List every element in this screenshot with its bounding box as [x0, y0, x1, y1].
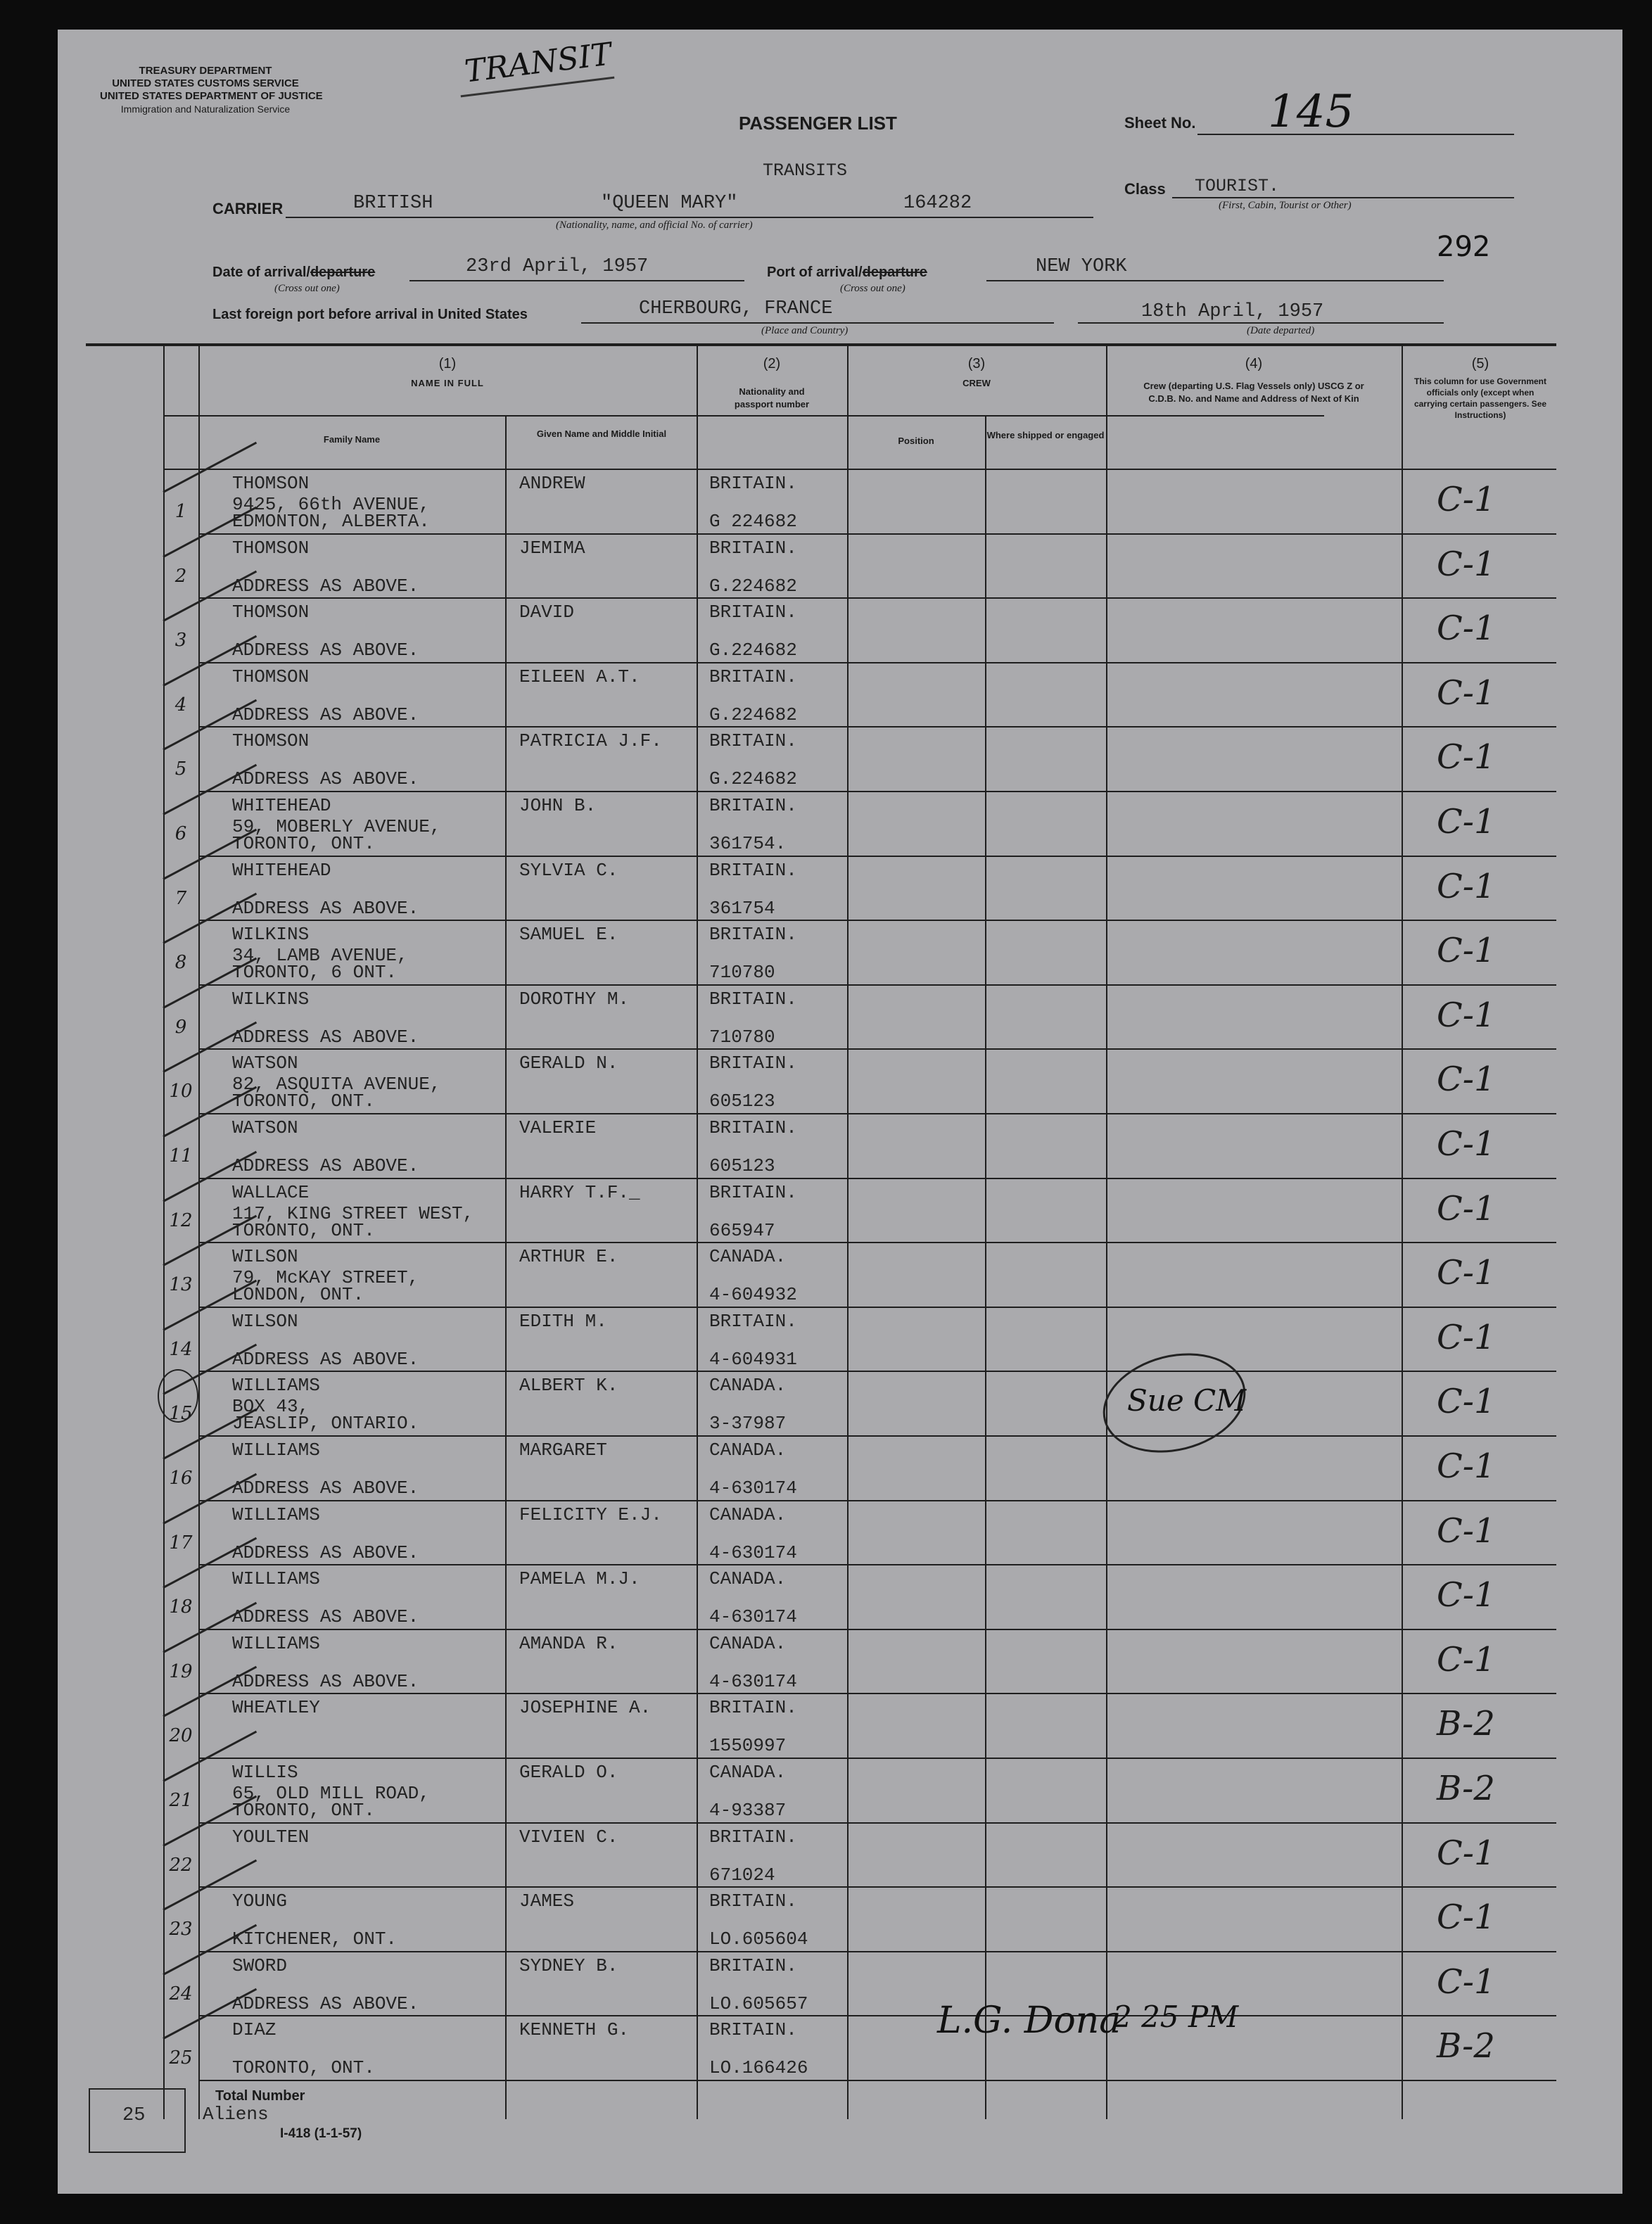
- row-number: 23: [169, 1919, 193, 1940]
- nationality: BRITAIN.: [709, 602, 797, 623]
- transit-handwritten: TRANSIT: [462, 36, 614, 90]
- given-name: VALERIE: [519, 1117, 597, 1138]
- table-row: [58, 599, 1622, 663]
- nationality: BRITAIN.: [709, 730, 797, 752]
- row-number: 13: [169, 1274, 193, 1296]
- given-name: MARGARET: [519, 1440, 607, 1461]
- nationality: BRITAIN.: [709, 666, 797, 687]
- given-name: DAVID: [519, 602, 575, 623]
- address-line-2: JEASLIP, ONTARIO.: [232, 1413, 419, 1435]
- table-row: [58, 1501, 1622, 1566]
- nationality: BRITAIN.: [709, 1891, 797, 1912]
- row-number: 22: [169, 1854, 193, 1876]
- carrier-name: "QUEEN MARY": [601, 193, 738, 214]
- port-underline: [986, 280, 1444, 281]
- family-name: THOMSON: [232, 666, 310, 687]
- address-line-1: 117, KING STREET WEST,: [232, 1202, 474, 1224]
- family-name: THOMSON: [232, 537, 310, 559]
- status-code: B-2: [1437, 2026, 1495, 2066]
- given-name: GERALD O.: [519, 1762, 618, 1783]
- given-name: JOHN B.: [519, 795, 597, 816]
- address-line-2: ADDRESS AS ABOVE.: [232, 1478, 419, 1499]
- departed-note: (Date departed): [1247, 325, 1315, 336]
- family-name: WILKINS: [232, 988, 310, 1010]
- status-code: C-1: [1437, 480, 1496, 519]
- status-code: C-1: [1437, 609, 1496, 649]
- row-rule: [198, 2080, 1556, 2081]
- passport-number: G.224682: [709, 768, 797, 790]
- address-line-2: EDMONTON, ALBERTA.: [232, 511, 430, 532]
- form-number: I-418 (1-1-57): [280, 2126, 362, 2141]
- address-line-2: ADDRESS AS ABOVE.: [232, 640, 419, 661]
- table-row: [58, 1243, 1622, 1308]
- given-name: ANDREW: [519, 473, 585, 494]
- address-line-2: ADDRESS AS ABOVE.: [232, 1993, 419, 2014]
- address-line-1: BOX 43,: [232, 1396, 310, 1418]
- class-value: TOURIST.: [1195, 176, 1280, 196]
- given-name: GERALD N.: [519, 1053, 618, 1074]
- family-name: WHITEHEAD: [232, 859, 331, 881]
- address-line-2: ADDRESS AS ABOVE.: [232, 897, 419, 919]
- passport-number: 361754: [709, 897, 775, 919]
- table-row: [58, 1114, 1622, 1179]
- family-name: WILLIAMS: [232, 1568, 320, 1590]
- family-name: WHITEHEAD: [232, 795, 331, 816]
- passport-number: 605123: [709, 1155, 775, 1176]
- officer-signature: L.G. Dona: [937, 2000, 1122, 2042]
- passport-number: 671024: [709, 1864, 775, 1886]
- status-code: C-1: [1437, 1124, 1496, 1164]
- nationality: BRITAIN.: [709, 1117, 797, 1138]
- address-line-2: ADDRESS AS ABOVE.: [232, 1670, 419, 1692]
- row-number: 11: [169, 1145, 193, 1167]
- table-row: [58, 1050, 1622, 1114]
- row-number: 20: [169, 1725, 193, 1747]
- col4-header: (4) Crew (departing U.S. Flag Vessels only) USCG Z or C.D.B. No. and Name and Address of Next of Kin: [1143, 356, 1364, 404]
- nationality: BRITAIN.: [709, 537, 797, 559]
- nationality: CANADA.: [709, 1246, 787, 1268]
- status-code: C-1: [1437, 544, 1496, 584]
- status-code: C-1: [1437, 1962, 1496, 2002]
- row-number: 8: [174, 952, 187, 974]
- sheet-number: 145: [1268, 86, 1354, 138]
- family-name: WATSON: [232, 1053, 298, 1074]
- status-code: C-1: [1437, 1188, 1496, 1228]
- agency-line-1: TREASURY DEPARTMENT: [139, 65, 272, 77]
- nationality: BRITAIN.: [709, 924, 797, 946]
- family-name: WILLIAMS: [232, 1504, 320, 1525]
- carrier-underline: [286, 217, 1093, 218]
- address-line-2: ADDRESS AS ABOVE.: [232, 1348, 419, 1370]
- class-underline: [1172, 197, 1514, 198]
- address-line-2: TORONTO, ONT.: [232, 2057, 375, 2079]
- family-name: WATSON: [232, 1117, 298, 1138]
- aliens-label: Aliens: [203, 2104, 269, 2125]
- table-row: [58, 2016, 1622, 2081]
- col5-header: (5) This column for use Government officials only (except when carrying certain passengers. See Instructions): [1413, 356, 1547, 420]
- nationality: BRITAIN.: [709, 1697, 797, 1719]
- given-name: JOSEPHINE A.: [519, 1697, 652, 1719]
- status-code: C-1: [1437, 1639, 1496, 1679]
- row-number: 6: [174, 823, 187, 844]
- nationality: BRITAIN.: [709, 2019, 797, 2041]
- port-label: Port of arrival/departure: [767, 265, 927, 280]
- row-number: 15: [169, 1403, 193, 1425]
- table-row: [58, 1179, 1622, 1244]
- nationality: CANADA.: [709, 1504, 787, 1525]
- passport-number: 4-630174: [709, 1670, 797, 1692]
- given-name-header: Given Name and Middle Initial: [536, 428, 667, 439]
- status-code: C-1: [1437, 1317, 1496, 1357]
- table-row: [58, 857, 1622, 922]
- row-number: 25: [169, 2047, 193, 2069]
- family-name: WHEATLEY: [232, 1697, 320, 1719]
- nationality: BRITAIN.: [709, 1181, 797, 1203]
- passport-number: LO.166426: [709, 2057, 808, 2079]
- row-number: 14: [169, 1338, 193, 1360]
- given-name: PAMELA M.J.: [519, 1568, 640, 1590]
- table-row: [58, 727, 1622, 792]
- address-line-2: TORONTO, ONT.: [232, 1219, 375, 1241]
- family-name-header: Family Name: [323, 434, 381, 445]
- agency-block: [100, 65, 323, 115]
- address-line-2: TORONTO, 6 ONT.: [232, 962, 398, 984]
- address-line-1: 59, MOBERLY AVENUE,: [232, 816, 441, 837]
- status-code: C-1: [1437, 1833, 1496, 1873]
- table-row: [58, 1952, 1622, 2017]
- where-shipped-header: Where shipped or engaged: [986, 430, 1105, 440]
- status-code: C-1: [1437, 1060, 1496, 1100]
- lastport-note: (Place and Country): [761, 325, 849, 336]
- sheet-label: Sheet No.: [1124, 114, 1196, 132]
- status-code: C-1: [1437, 866, 1496, 906]
- passport-number: 4-630174: [709, 1606, 797, 1628]
- nationality: BRITAIN.: [709, 859, 797, 881]
- status-code: C-1: [1437, 995, 1496, 1035]
- nationality: CANADA.: [709, 1568, 787, 1590]
- passport-number: 4-93387: [709, 1800, 787, 1821]
- lastport-label: Last foreign port before arrival in United States: [212, 307, 528, 322]
- sheet-underline: [1197, 134, 1514, 135]
- passport-number: 1550997: [709, 1735, 787, 1757]
- passport-number: G.224682: [709, 575, 797, 597]
- address-line-2: TORONTO, ONT.: [232, 1800, 375, 1821]
- family-name: YOULTEN: [232, 1826, 310, 1848]
- departed-date: 18th April, 1957: [1141, 301, 1324, 322]
- passport-number: 3-37987: [709, 1413, 787, 1435]
- family-name: THOMSON: [232, 730, 310, 752]
- inspection-stamp-text: Sue CM: [1127, 1383, 1247, 1418]
- given-name: SYLVIA C.: [519, 859, 618, 881]
- table-row: [58, 663, 1622, 728]
- status-code: C-1: [1437, 1511, 1496, 1551]
- given-name: VIVIEN C.: [519, 1826, 618, 1848]
- nationality: BRITAIN.: [709, 988, 797, 1010]
- departed-underline: [1078, 322, 1444, 324]
- status-code: C-1: [1437, 802, 1496, 841]
- address-line-2: ADDRESS AS ABOVE.: [232, 1606, 419, 1628]
- address-line-1: 82, ASQUITA AVENUE,: [232, 1074, 441, 1095]
- family-name: WILSON: [232, 1246, 298, 1268]
- col3-header: (3) CREW: [962, 356, 991, 388]
- passport-number: G 224682: [709, 511, 797, 532]
- passport-number: 710780: [709, 962, 775, 984]
- passport-number: 361754.: [709, 833, 787, 854]
- port-cross-note: (Cross out one): [840, 283, 906, 294]
- carrier-nationality: BRITISH: [353, 193, 433, 214]
- status-code: C-1: [1437, 673, 1496, 713]
- nationality: BRITAIN.: [709, 473, 797, 494]
- address-line-2: ADDRESS AS ABOVE.: [232, 575, 419, 597]
- given-name: KENNETH G.: [519, 2019, 630, 2041]
- family-name: DIAZ: [232, 2019, 277, 2041]
- given-name: ARTHUR E.: [519, 1246, 618, 1268]
- status-code: C-1: [1437, 931, 1496, 971]
- passenger-list-sheet: [58, 30, 1622, 2194]
- family-name: WILLIAMS: [232, 1375, 320, 1397]
- address-line-1: 65, OLD MILL ROAD,: [232, 1783, 430, 1804]
- status-code: C-1: [1437, 1382, 1496, 1422]
- table-row: [58, 1437, 1622, 1501]
- passport-number: 4-604931: [709, 1348, 797, 1370]
- row-number: 10: [169, 1081, 193, 1103]
- table-row: [58, 1824, 1622, 1888]
- row-number: 17: [169, 1532, 193, 1553]
- carrier-official-no: 164282: [903, 193, 972, 214]
- given-name: ALBERT K.: [519, 1375, 618, 1397]
- passport-number: LO.605657: [709, 1993, 808, 2014]
- passport-number: G.224682: [709, 640, 797, 661]
- table-row: [58, 792, 1622, 857]
- given-name: SAMUEL E.: [519, 924, 618, 946]
- arrival-date: 23rd April, 1957: [466, 256, 649, 277]
- status-code: C-1: [1437, 1575, 1496, 1615]
- status-code: C-1: [1437, 1447, 1496, 1486]
- port-value: NEW YORK: [1036, 256, 1127, 277]
- given-name: EDITH M.: [519, 1310, 607, 1332]
- lastport-value: CHERBOURG, FRANCE: [639, 298, 833, 319]
- address-line-2: ADDRESS AS ABOVE.: [232, 1155, 419, 1176]
- form-title: PASSENGER LIST: [739, 113, 897, 134]
- row-number: 1: [174, 501, 187, 522]
- address-line-2: KITCHENER, ONT.: [232, 1928, 398, 1950]
- table-top-rule: [86, 343, 1556, 346]
- status-code: C-1: [1437, 1898, 1496, 1938]
- nationality: BRITAIN.: [709, 1955, 797, 1976]
- table-row: [58, 986, 1622, 1050]
- address-line-1: 9425, 66th AVENUE,: [232, 494, 430, 515]
- time-annotation: 2 25 PM: [1113, 2000, 1239, 2034]
- address-line-2: ADDRESS AS ABOVE.: [232, 768, 419, 790]
- total-label: Total Number: [215, 2088, 305, 2104]
- total-value: 25: [122, 2105, 146, 2126]
- row-number: 5: [174, 758, 187, 780]
- table-subheader-rule: [163, 415, 1324, 417]
- nationality: BRITAIN.: [709, 1310, 797, 1332]
- nationality: CANADA.: [709, 1440, 787, 1461]
- table-row: [58, 1308, 1622, 1373]
- nationality: BRITAIN.: [709, 1826, 797, 1848]
- col2-header: (2) Nationality and passport number: [734, 356, 810, 409]
- status-code: C-1: [1437, 1253, 1496, 1293]
- arrival-label: Date of arrival/departure: [212, 265, 376, 280]
- family-name: THOMSON: [232, 602, 310, 623]
- address-line-2: ADDRESS AS ABOVE.: [232, 1026, 419, 1048]
- nationality: CANADA.: [709, 1375, 787, 1397]
- address-line-1: 79, McKAY STREET,: [232, 1267, 419, 1289]
- address-line-2: TORONTO, ONT.: [232, 833, 375, 854]
- address-line-2: ADDRESS AS ABOVE.: [232, 704, 419, 725]
- given-name: PATRICIA J.F.: [519, 730, 662, 752]
- passport-number: 4-630174: [709, 1478, 797, 1499]
- nationality: CANADA.: [709, 1632, 787, 1654]
- nationality: BRITAIN.: [709, 1053, 797, 1074]
- family-name: WILLIAMS: [232, 1632, 320, 1654]
- family-name: YOUNG: [232, 1891, 288, 1912]
- class-note: (First, Cabin, Tourist or Other): [1219, 200, 1352, 211]
- agency-line-3: UNITED STATES DEPARTMENT OF JUSTICE: [100, 90, 323, 102]
- nationality: BRITAIN.: [709, 795, 797, 816]
- family-name: WALLACE: [232, 1181, 310, 1203]
- given-name: SYDNEY B.: [519, 1955, 618, 1976]
- passport-number: 4-630174: [709, 1542, 797, 1563]
- lastport-underline: [581, 322, 1054, 324]
- passport-number: 710780: [709, 1026, 775, 1048]
- table-row: [58, 1630, 1622, 1695]
- agency-line-4: Immigration and Naturalization Service: [120, 103, 291, 115]
- address-line-2: TORONTO, ONT.: [232, 1091, 375, 1112]
- nationality: CANADA.: [709, 1762, 787, 1783]
- given-name: JAMES: [519, 1891, 575, 1912]
- agency-line-2: UNITED STATES CUSTOMS SERVICE: [112, 77, 299, 89]
- family-name: THOMSON: [232, 473, 310, 494]
- address-line-2: ADDRESS AS ABOVE.: [232, 1542, 419, 1563]
- table-row: [58, 1694, 1622, 1759]
- row-number: 2: [174, 565, 187, 587]
- transits-label: TRANSITS: [763, 160, 848, 181]
- page-number: 292: [1437, 231, 1491, 263]
- carrier-label: CARRIER: [212, 200, 284, 217]
- table-row: [58, 1372, 1622, 1437]
- given-name: DOROTHY M.: [519, 988, 630, 1010]
- position-header: Position: [898, 436, 934, 446]
- row-number: 4: [174, 694, 187, 716]
- given-name: JEMIMA: [519, 537, 585, 559]
- family-name: WILKINS: [232, 924, 310, 946]
- row-number: 24: [169, 1983, 193, 2004]
- row-number: 21: [169, 1790, 193, 1811]
- passport-number: LO.605604: [709, 1928, 808, 1950]
- table-row: [58, 921, 1622, 986]
- carrier-note: (Nationality, name, and official No. of carrier): [556, 220, 753, 231]
- given-name: AMANDA R.: [519, 1632, 618, 1654]
- row-number: 16: [169, 1468, 193, 1489]
- arrival-underline: [409, 280, 744, 281]
- table-row: [58, 1565, 1622, 1630]
- passport-number: 4-604932: [709, 1284, 797, 1306]
- class-label: Class: [1124, 180, 1166, 198]
- col1-header: (1) NAME IN FULL: [411, 356, 484, 388]
- table-row: [58, 1888, 1622, 1952]
- row-number: 3: [174, 630, 187, 652]
- family-name: WILSON: [232, 1310, 298, 1332]
- arrival-cross-note: (Cross out one): [274, 283, 340, 294]
- family-name: WILLIS: [232, 1762, 298, 1783]
- table-row: [58, 535, 1622, 599]
- table-row: [58, 470, 1622, 535]
- row-number: 9: [174, 1016, 187, 1038]
- status-code: B-2: [1437, 1769, 1495, 1808]
- given-name: FELICITY E.J.: [519, 1504, 662, 1525]
- row-number: 18: [169, 1596, 193, 1618]
- given-name: EILEEN A.T.: [519, 666, 640, 687]
- table-row: [58, 1759, 1622, 1824]
- passport-number: 605123: [709, 1091, 775, 1112]
- passport-number: 665947: [709, 1219, 775, 1241]
- passport-number: G.224682: [709, 704, 797, 725]
- status-code: C-1: [1437, 737, 1496, 777]
- row-number: 7: [174, 887, 187, 909]
- family-name: SWORD: [232, 1955, 288, 1976]
- address-line-1: 34, LAMB AVENUE,: [232, 945, 408, 967]
- row-number: 19: [169, 1660, 193, 1682]
- given-name: HARRY T.F._: [519, 1181, 640, 1203]
- address-line-2: LONDON, ONT.: [232, 1284, 364, 1306]
- family-name: WILLIAMS: [232, 1440, 320, 1461]
- status-code: B-2: [1437, 1704, 1495, 1744]
- margin-circle: [158, 1369, 198, 1423]
- row-number: 12: [169, 1209, 193, 1231]
